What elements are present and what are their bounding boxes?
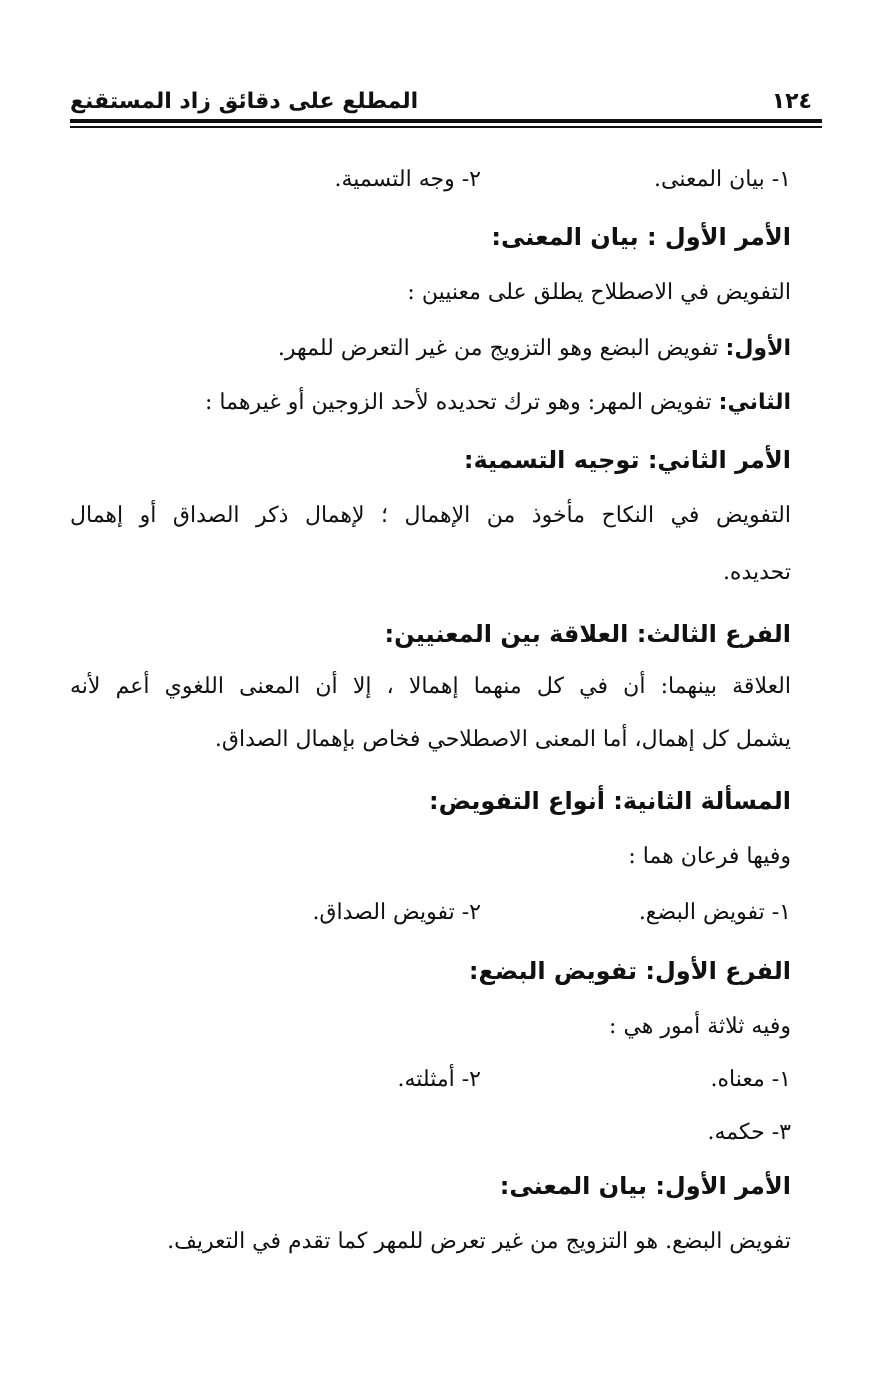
- paragraph-line: تحديده.: [722, 560, 791, 585]
- list-item: ٣- حكمه.: [707, 1120, 791, 1145]
- list-item: ٢- أمثلته.: [397, 1067, 481, 1092]
- section-heading: الأمر الأول: بيان المعنى:: [499, 1172, 791, 1200]
- paragraph-line: وفيها فرعان هما :: [628, 844, 791, 869]
- term-definition: تفويض المهر: وهو ترك تحديده لأحد الزوجين أو غيرهما :: [205, 390, 719, 415]
- book-title: المطلع على دقائق زاد المستقنع: [70, 89, 419, 114]
- paragraph-line: التفويض في الاصطلاح يطلق على معنيين :: [407, 280, 791, 305]
- list-line: [215, 160, 792, 200]
- section-heading: الفرع الثالث: العلاقة بين المعنيين:: [384, 620, 791, 648]
- running-header: [70, 86, 812, 114]
- list-item: ١- معناه.: [710, 1067, 791, 1092]
- section-heading: المسألة الثانية: أنواع التفويض:: [428, 787, 791, 815]
- paragraph-line: التفويض في النكاح مأخوذ من الإهمال ؛ لإهمال ذكر الصداق أو إهمال: [70, 503, 791, 528]
- paragraph-line: يشمل كل إهمال، أما المعنى الاصطلاحي فخاص بإهمال الصداق.: [214, 727, 791, 752]
- section-heading: الأمر الأول : بيان المعنى:: [491, 223, 791, 251]
- paragraph-line: وفيه ثلاثة أمور هي :: [609, 1014, 791, 1039]
- paragraph-line: [205, 383, 791, 423]
- list-item: ٢- تفويض الصداق.: [312, 900, 481, 925]
- list-line: [278, 1060, 792, 1100]
- section-heading: الأمر الثاني: توجيه التسمية:: [463, 446, 791, 474]
- paragraph-line: العلاقة بينهما: أن في كل منهما إهمالا ، إلا أن المعنى اللغوي أعم لأنه: [70, 674, 791, 699]
- term-label: الأول:: [725, 336, 791, 361]
- paragraph-line: [278, 329, 791, 369]
- term-definition: تفويض البضع وهو التزويج من غير التعرض للمهر.: [277, 336, 726, 361]
- list-item: ١- بيان المعنى.: [654, 167, 791, 192]
- term-label: الثاني:: [718, 390, 791, 415]
- header-rule-thick: [70, 119, 822, 123]
- header-rule-thin: [70, 126, 822, 128]
- list-item: ٢- وجه التسمية.: [334, 167, 481, 192]
- page-number: ١٢٤: [771, 89, 812, 114]
- list-item: ١- تفويض البضع.: [638, 900, 791, 925]
- list-line: [192, 893, 791, 933]
- section-heading: الفرع الأول: تفويض البضع:: [468, 957, 791, 985]
- paragraph-line: تفويض البضع. هو التزويج من غير تعرض للمهر كما تقدم في التعريف.: [167, 1229, 791, 1254]
